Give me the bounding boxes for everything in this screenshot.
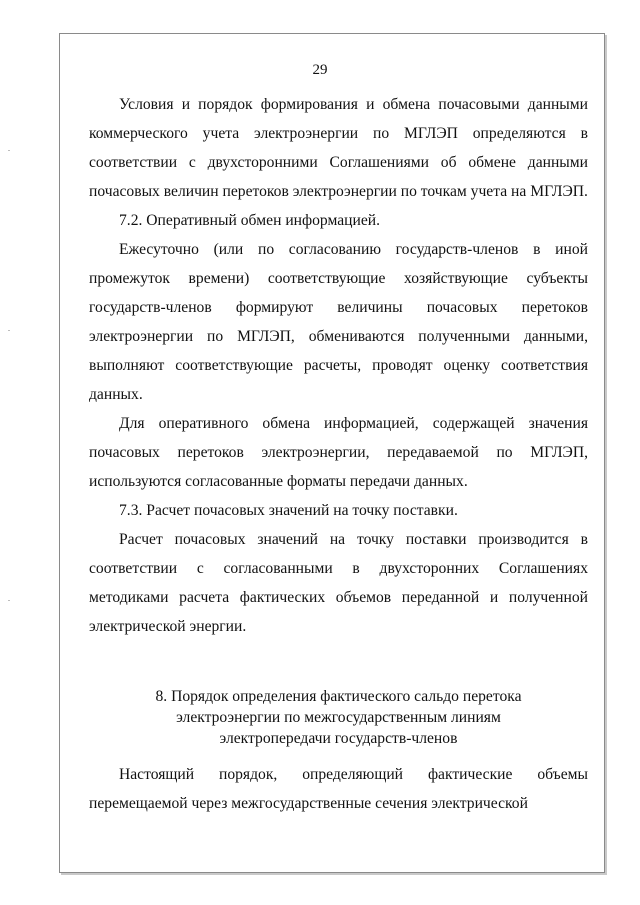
- paragraph: Расчет почасовых значений на точку поставки производится в соответствии с согласованными в двухсторонних Соглашениях методиками расчета фактических объемов переданной и полученной электрической энергии.: [89, 531, 588, 635]
- section-heading-line: электропередачи государств-членов: [219, 730, 458, 747]
- margin-mark: [8, 150, 10, 151]
- margin-mark: [8, 330, 10, 331]
- page-number: 29: [312, 62, 328, 78]
- subsection-title: 7.3. Расчет почасовых значений на точку поставки.: [119, 502, 458, 519]
- body-text-upper: [89, 90, 588, 641]
- paragraph: Для оперативного обмена информацией, содержащей значения почасовых перетоков электроэнергии, передаваемой по МГЛЭП, используются согласованные форматы передачи данных.: [89, 415, 588, 490]
- section-heading-line: электроэнергии по межгосударственным линиям: [176, 709, 501, 726]
- body-text-lower: [89, 760, 588, 818]
- margin-mark: [8, 600, 10, 601]
- subsection-title: 7.2. Оперативный обмен информацией.: [119, 212, 381, 229]
- paragraph: Настоящий порядок, определяющий фактические объемы перемещаемой через межгосударственные сечения электрической: [89, 766, 588, 812]
- paragraph: Ежесуточно (или по согласованию государств-членов в иной промежуток времени) соответствующие хозяйствующие субъекты государств-членов формируют величины почасовых перетоков электроэнергии по МГЛЭП, обмениваются полученными данными, выполняют соответствующие расчеты, проводят оценку соответствия данных.: [89, 241, 588, 403]
- paragraph: Условия и порядок формирования и обмена почасовыми данными коммерческого учета электроэнергии по МГЛЭП определяются в соответствии с двухсторонними Соглашениями об обмене данными почасовых величин перетоков электроэнергии по точкам учета на МГЛЭП.: [89, 96, 588, 200]
- section-heading-line: 8. Порядок определения фактического сальдо перетока: [155, 688, 522, 705]
- section-heading: [89, 686, 588, 749]
